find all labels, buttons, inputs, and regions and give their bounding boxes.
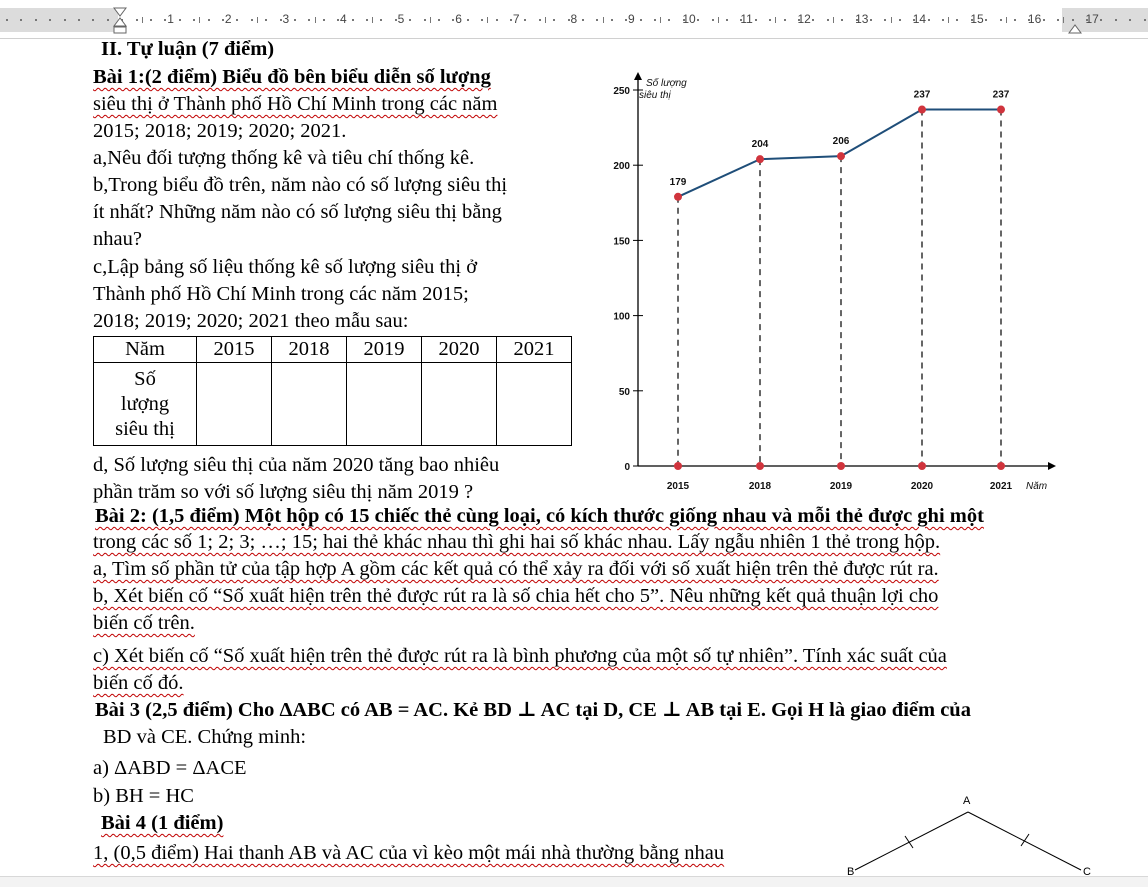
- y-axis-arrow-icon: [634, 72, 642, 80]
- ruler-number: 7: [512, 12, 520, 26]
- ruler-dot: [452, 19, 454, 21]
- ruler-tick: [660, 17, 661, 23]
- ruler-dot: [654, 19, 656, 21]
- x-axis-arrow-icon: [1048, 462, 1056, 470]
- axis-point: [918, 462, 926, 470]
- ruler-tick: [257, 17, 258, 23]
- bai3-line: b) BH = HC: [93, 785, 194, 807]
- data-point: [674, 193, 682, 201]
- ruler-dot: [150, 19, 152, 21]
- ruler-dot: [193, 19, 195, 21]
- ruler-dot: [1129, 19, 1131, 21]
- bai1-d-line: phần trăm so với số lượng siêu thị năm 2019 ?: [93, 481, 474, 503]
- data-label: 237: [992, 89, 1010, 101]
- x-tick-label: 2015: [666, 481, 690, 492]
- data-label: 237: [913, 89, 931, 101]
- table-header-cell: 2020: [422, 337, 497, 363]
- ruler-dot: [640, 19, 642, 21]
- ruler-dot: [510, 19, 512, 21]
- vertex-label-a: A: [963, 795, 971, 807]
- ruler-dot: [265, 19, 267, 21]
- horizontal-ruler[interactable]: [0, 0, 1148, 39]
- bai1-line: c,Lập bảng số liệu thống kê số lượng siêu thị ở: [93, 256, 478, 278]
- ruler-dot: [697, 19, 699, 21]
- data-point: [837, 152, 845, 160]
- ruler-dot: [337, 19, 339, 21]
- table-header-cell: 2019: [347, 337, 422, 363]
- axis-point: [837, 462, 845, 470]
- ruler-number: 2: [224, 12, 232, 26]
- ruler-dot: [424, 19, 426, 21]
- ruler-number: 8: [570, 12, 578, 26]
- ruler-dot: [236, 19, 238, 21]
- ruler-dot: [1115, 19, 1117, 21]
- ruler-dot: [611, 19, 613, 21]
- row-label-line: siêu thị: [115, 417, 175, 440]
- triangle-side-ab: [855, 812, 968, 870]
- y-tick-label: 150: [613, 236, 630, 248]
- ruler-dot: [308, 19, 310, 21]
- ruler-dot: [827, 19, 829, 21]
- table-header-cell: 2015: [197, 337, 272, 363]
- ruler-number: 3: [282, 12, 290, 26]
- ruler-tick: [891, 17, 892, 23]
- data-label: 206: [832, 136, 850, 148]
- data-point: [997, 106, 1005, 114]
- bai1-line: ít nhất? Những năm nào có số lượng siêu thị bằng: [93, 201, 502, 223]
- y-tick-label: 200: [613, 161, 630, 173]
- ruler-dot: [179, 19, 181, 21]
- table-header-cell: 2018: [272, 337, 347, 363]
- ruler-dot: [438, 19, 440, 21]
- ruler-tick: [430, 17, 431, 23]
- axis-point: [997, 462, 1005, 470]
- ruler-dot: [956, 19, 958, 21]
- bai2-line: trong các số 1; 2; 3; …; 15; hai thẻ khác nhau thì ghi hai số khác nhau. Lấy ngẫu nhiên 1 thẻ trong hộp.: [93, 531, 941, 553]
- y-axis-label: siêu thị: [639, 90, 671, 101]
- table-header-row: [94, 337, 572, 363]
- y-tick-label: 100: [613, 311, 630, 323]
- row-label-line: Số: [134, 367, 156, 390]
- statistics-table: [93, 336, 572, 446]
- bai3-line: [95, 697, 971, 723]
- ruler-tick: [1063, 17, 1064, 23]
- bai4-line-text: Bài 4 (1 điểm): [101, 812, 224, 834]
- ruler-dot: [553, 19, 555, 21]
- x-tick-label: 2020: [910, 481, 934, 492]
- equal-mark-left: [905, 836, 913, 848]
- ruler-number: 6: [455, 12, 462, 26]
- bai1-line: b,Trong biểu đồ trên, năm nào có số lượng siêu thị: [93, 174, 508, 196]
- ruler-tick: [1006, 17, 1007, 23]
- bai1-line: siêu thị ở Thành phố Hồ Chí Minh trong các năm: [93, 93, 498, 115]
- ruler-dot: [251, 19, 253, 21]
- ruler-dot: [884, 19, 886, 21]
- ruler-dot: [985, 19, 987, 21]
- ruler-number: 11: [740, 12, 753, 26]
- ruler-number: 16: [1027, 12, 1042, 26]
- ruler-number: 1: [167, 12, 174, 26]
- ruler-dot: [568, 19, 570, 21]
- ruler-dot: [20, 19, 22, 21]
- bai1-line: 2015; 2018; 2019; 2020; 2021.: [93, 120, 347, 142]
- ruler-dot: [1057, 19, 1059, 21]
- vertex-label-b: B: [847, 866, 855, 876]
- bai2-line: biến cố trên.: [93, 612, 195, 634]
- y-tick-label: 50: [618, 386, 630, 398]
- ruler-tick: [372, 17, 373, 23]
- bai4-line: 1, (0,5 điểm) Hai thanh AB và AC của vì kèo một mái nhà thường bằng nhau: [93, 842, 725, 864]
- data-label: 204: [751, 139, 769, 151]
- bai2-line: b, Xét biến cố “Số xuất hiện trên thẻ được rút ra là số chia hết cho 5”. Nêu những kết quả thuận lợi cho: [93, 585, 939, 607]
- data-label: 179: [669, 176, 687, 188]
- ruler-dot: [1100, 19, 1102, 21]
- bai1-line-text: Bài 1:(2 điểm) Biểu đồ bên biểu diễn số lượng: [93, 66, 491, 88]
- table-header-cell: Năm: [94, 337, 197, 363]
- data-point: [756, 155, 764, 163]
- bai2-line: c) Xét biến cố “Số xuất hiện trên thẻ được rút ra là bình phương của một số tự nhiên”. Tính xác suất của: [93, 645, 947, 667]
- bai1-line: 2018; 2019; 2020; 2021 theo mẫu sau:: [93, 310, 409, 332]
- ruler-dot: [769, 19, 771, 21]
- ruler-dot: [1072, 19, 1074, 21]
- ruler-tick: [545, 17, 546, 23]
- document-page: [0, 38, 1148, 886]
- ruler-number: 10: [682, 12, 696, 26]
- bai1-line: nhau?: [93, 228, 142, 250]
- ruler-number: 17: [1085, 12, 1099, 26]
- table-cell-empty[interactable]: [197, 363, 272, 446]
- table-cell-empty[interactable]: [422, 363, 497, 446]
- bai2-line: [95, 503, 984, 529]
- ruler-dot: [49, 19, 51, 21]
- ruler-dot: [1043, 19, 1045, 21]
- ruler-number: 12: [797, 12, 811, 26]
- ruler-dot: [6, 19, 8, 21]
- ruler-dot: [582, 19, 584, 21]
- ruler-dot: [1014, 19, 1016, 21]
- ruler-dot: [164, 19, 166, 21]
- x-axis-label: Năm: [1026, 481, 1048, 492]
- ruler-tick: [775, 17, 776, 23]
- y-tick-label: 250: [613, 86, 630, 97]
- ruler-dot: [78, 19, 80, 21]
- ruler-dot: [64, 19, 66, 21]
- bai2-line-text: Bài 2: (1,5 điểm) Một hộp có 15 chiếc thẻ cùng loại, có kích thước giống nhau và mỗi thẻ được ghi một: [95, 505, 984, 527]
- table-cell-empty[interactable]: [347, 363, 422, 446]
- ruler-left-margin: [0, 8, 118, 32]
- ruler-dot: [35, 19, 37, 21]
- ruler-dot: [899, 19, 901, 21]
- ruler-dot: [625, 19, 627, 21]
- bai3-line: a) ΔABD = ΔACE: [93, 757, 247, 779]
- ruler-tick: [948, 17, 949, 23]
- ruler-dot: [481, 19, 483, 21]
- ruler-dot: [870, 19, 872, 21]
- status-bar: [0, 876, 1148, 887]
- table-cell-empty[interactable]: [497, 363, 572, 446]
- ruler-dot: [1144, 19, 1146, 21]
- line-chart: [600, 52, 1070, 502]
- table-cell-empty[interactable]: [272, 363, 347, 446]
- bai1-line: [93, 64, 491, 90]
- ruler-dot: [352, 19, 354, 21]
- bai3-line-text: Bài 3 (2,5 điểm) Cho ΔABC có AB = AC. Kẻ BD ⊥ AC tại D, CE ⊥ AB tại E. Gọi H là giao điểm của: [95, 699, 971, 721]
- x-tick-label: 2018: [748, 481, 772, 492]
- bai4-line: [101, 810, 223, 836]
- ruler-number: 9: [628, 12, 635, 26]
- row-label-line: lượng: [120, 392, 170, 415]
- bai1-d-line: d, Số lượng siêu thị của năm 2020 tăng bao nhiêu: [93, 454, 500, 476]
- ruler-tick: [142, 17, 143, 23]
- ruler-tick: [718, 17, 719, 23]
- axis-point: [674, 462, 682, 470]
- ruler-dot: [755, 19, 757, 21]
- ruler-dot: [539, 19, 541, 21]
- ruler-dot: [496, 19, 498, 21]
- y-axis-label: Số lượng: [646, 78, 687, 89]
- ruler-dot: [1000, 19, 1002, 21]
- ruler-dot: [942, 19, 944, 21]
- ruler-dot: [467, 19, 469, 21]
- bai1-line: Thành phố Hồ Chí Minh trong các năm 2015;: [93, 283, 469, 305]
- ruler-dot: [596, 19, 598, 21]
- ruler-dot: [107, 19, 109, 21]
- ruler-dot: [928, 19, 930, 21]
- data-point: [918, 106, 926, 114]
- ruler-tick: [603, 17, 604, 23]
- bai1-line: a,Nêu đối tượng thống kê và tiêu chí thống kê.: [93, 147, 475, 169]
- bai2-line: biến cố đó.: [93, 672, 184, 694]
- right-indent-marker-icon[interactable]: [1068, 24, 1082, 34]
- table-row: [94, 363, 572, 446]
- ruler-dot: [409, 19, 411, 21]
- ruler-number: 15: [970, 12, 984, 26]
- ruler-tick: [487, 17, 488, 23]
- vertex-label-c: C: [1083, 866, 1091, 876]
- indent-marker-icon[interactable]: [113, 6, 127, 36]
- ruler-tick: [315, 17, 316, 23]
- table-row-label: [94, 363, 197, 446]
- ruler-dot: [712, 19, 714, 21]
- ruler-dot: [208, 19, 210, 21]
- ruler-dot: [841, 19, 843, 21]
- bai3-line: BD và CE. Chứng minh:: [103, 726, 307, 748]
- axis-point: [756, 462, 764, 470]
- ruler-dot: [395, 19, 397, 21]
- ruler-dot: [92, 19, 94, 21]
- ruler-number: 14: [912, 12, 927, 26]
- ruler-tick: [199, 17, 200, 23]
- ruler-dot: [668, 19, 670, 21]
- table-header-cell: 2021: [497, 337, 572, 363]
- ruler-dot: [136, 19, 138, 21]
- ruler-dot: [784, 19, 786, 21]
- ruler-dot: [812, 19, 814, 21]
- ruler-number: 5: [397, 12, 405, 26]
- ruler-dot: [380, 19, 382, 21]
- ruler-dot: [524, 19, 526, 21]
- ruler-dot: [294, 19, 296, 21]
- y-tick-label: 0: [624, 462, 630, 473]
- triangle-figure: [845, 790, 1105, 876]
- ruler-dot: [366, 19, 368, 21]
- ruler-dot: [323, 19, 325, 21]
- ruler-tick: [833, 17, 834, 23]
- ruler-number: 4: [340, 12, 347, 26]
- ruler-number: 13: [855, 12, 869, 26]
- ruler-dot: [726, 19, 728, 21]
- bai2-line: a, Tìm số phần tử của tập hợp A gồm các kết quả có thể xảy ra đối với số xuất hiện trên thẻ được rút ra.: [93, 558, 939, 580]
- x-tick-label: 2021: [989, 481, 1013, 492]
- section-title: II. Tự luận (7 điểm): [101, 38, 275, 60]
- x-tick-label: 2019: [829, 481, 853, 492]
- ruler-dot: [222, 19, 224, 21]
- ruler-dot: [280, 19, 282, 21]
